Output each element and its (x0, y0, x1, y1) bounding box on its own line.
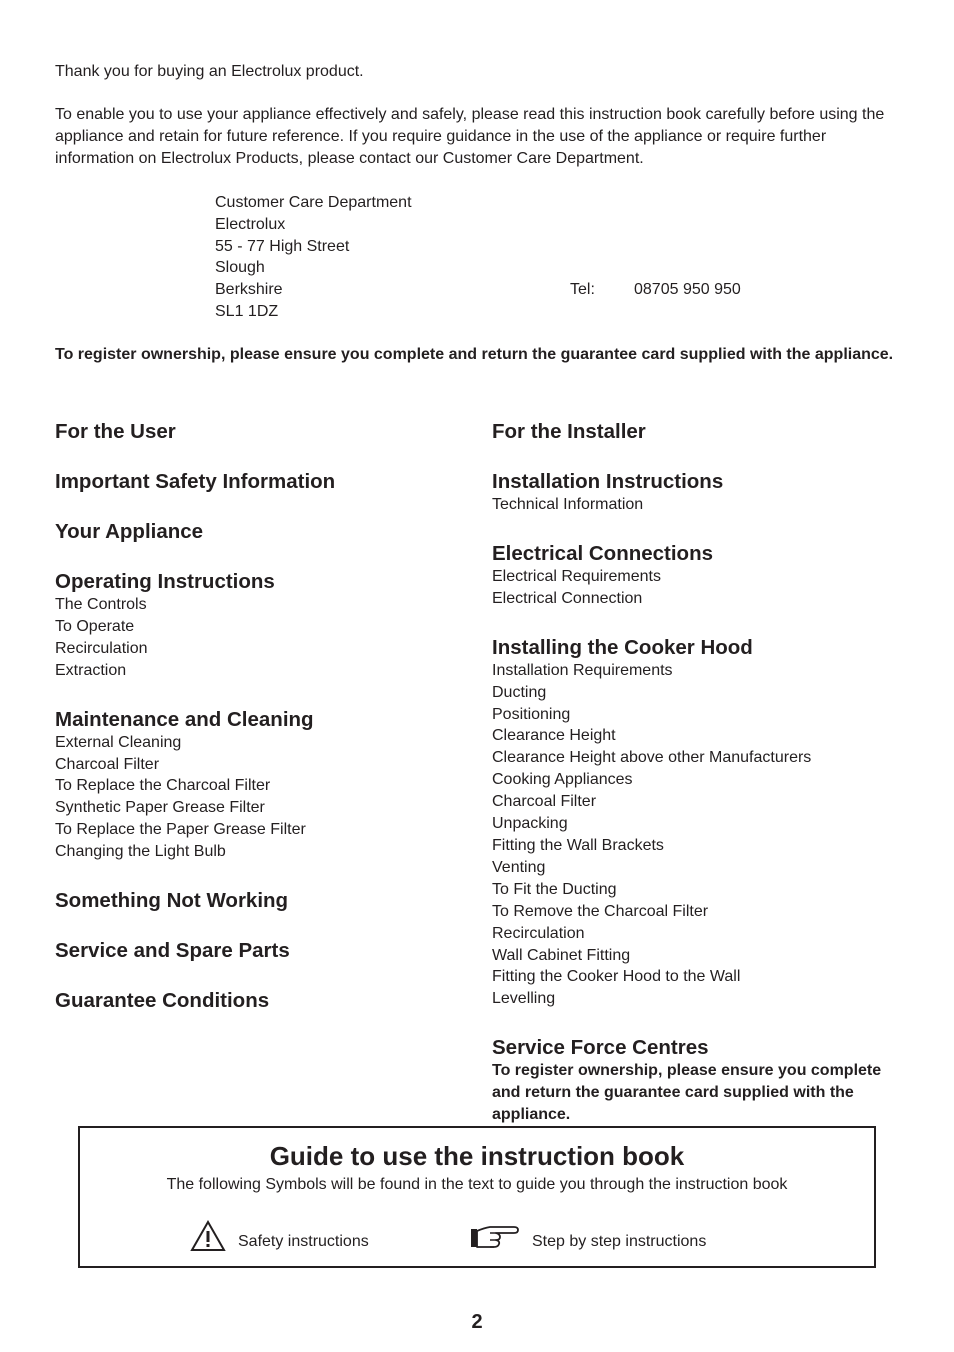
list-item: Fitting the Wall Brackets (492, 836, 664, 854)
list-item: Extraction (55, 661, 127, 679)
contents-section (492, 542, 912, 610)
list-item: Positioning (492, 705, 571, 723)
section-title: Your Appliance (55, 520, 204, 543)
list-item: To Remove the Charcoal Filter (492, 902, 709, 920)
section-title: Maintenance and Cleaning (55, 707, 314, 731)
list-item: External Cleaning (55, 733, 182, 751)
list-item: Clearance Height above other Manufacturers (492, 749, 812, 767)
register-ownership-note: To register ownership, please ensure you complete and return the guarantee card supplied with the appliance. (492, 1062, 882, 1124)
pointing-hand-icon (470, 1224, 520, 1250)
section-title: Installing the Cooker Hood (492, 635, 753, 659)
list-item: Technical Information (492, 496, 644, 513)
list-item: To Replace the Paper Grease Filter (55, 821, 306, 839)
tel-number: 08705 950 950 (634, 281, 741, 298)
list-item: Wall Cabinet Fitting (492, 946, 631, 964)
list-item: Charcoal Filter (55, 755, 160, 773)
list-item: Clearance Height (492, 727, 616, 745)
list-item: Fitting the Cooker Hood to the Wall (492, 968, 741, 986)
contents-section (492, 636, 912, 1011)
intro-paragraph: To enable you to use your appliance effectively and safely, please read this instruction book carefully before using the appliance and retain for future reference. If you require guidance in the use of the appliance or require further information on Electrolux Products, please contact our Customer Care Department. (55, 106, 885, 167)
list-item: To Operate (55, 617, 135, 635)
list-item: Electrical Connection (492, 589, 643, 607)
contents-section (55, 520, 475, 544)
contents-section (492, 1036, 912, 1126)
safety-instructions-label: Safety instructions (238, 1233, 369, 1250)
user-contents-column (55, 420, 475, 1039)
register-ownership-note: To register ownership, please ensure you complete and return the guarantee card supplied with the appliance. (55, 346, 894, 363)
contents-heading-installer (492, 420, 912, 444)
contents-section (55, 889, 475, 913)
installer-contents-column (492, 420, 912, 1152)
address-line: 55 - 77 High Street (215, 237, 350, 255)
address-line: Electrolux (215, 215, 286, 233)
thanks-text: Thank you for buying an Electrolux product. (55, 63, 364, 80)
page-number: 2 (471, 1311, 483, 1333)
tel-label: Tel: (570, 281, 595, 298)
step-by-step-instructions-label: Step by step instructions (532, 1233, 707, 1250)
symbol-guide-box (78, 1126, 876, 1268)
list-item: Charcoal Filter (492, 793, 597, 811)
guide-subtitle: The following Symbols will be found in the text to guide you through the instruction book (166, 1176, 788, 1193)
list-item: Installation Requirements (492, 661, 673, 679)
address-line: Slough (215, 259, 265, 277)
list-item: Levelling (492, 990, 556, 1008)
list-item: Electrical Requirements (492, 567, 661, 585)
list-item: Recirculation (492, 924, 585, 942)
list-item: To Replace the Charcoal Filter (55, 777, 271, 795)
list-item: Unpacking (492, 815, 568, 833)
contents-section (55, 570, 475, 682)
section-title: For the User (55, 420, 176, 443)
contents-heading-user (55, 420, 475, 444)
list-item: Recirculation (55, 639, 148, 657)
customer-care-address (215, 192, 412, 323)
section-title: Important Safety Information (55, 470, 336, 493)
contents-section (55, 989, 475, 1013)
address-line: Berkshire (215, 281, 283, 299)
contents-section (55, 470, 475, 494)
list-item: The Controls (55, 596, 147, 613)
guide-title: Guide to use the instruction book (269, 1141, 685, 1171)
section-title: For the Installer (492, 420, 646, 443)
contents-section (55, 708, 475, 863)
section-title: Electrical Connections (492, 541, 714, 565)
section-title: Service and Spare Parts (55, 939, 290, 963)
contents-section (492, 470, 912, 516)
warning-triangle-icon (190, 1220, 226, 1252)
section-title: Something Not Working (55, 889, 289, 913)
list-item: Changing the Light Bulb (55, 843, 226, 861)
section-title: Service Force Centres (492, 1036, 709, 1060)
list-item: Cooking Appliances (492, 771, 633, 789)
list-item: To Fit the Ducting (492, 880, 617, 898)
list-item: Venting (492, 858, 546, 876)
address-line: Customer Care Department (215, 194, 412, 211)
list-item: Synthetic Paper Grease Filter (55, 799, 265, 817)
list-item: Ducting (492, 683, 547, 701)
contents-section (55, 939, 475, 963)
section-title: Installation Instructions (492, 470, 724, 493)
section-title: Operating Instructions (55, 570, 275, 593)
section-title: Guarantee Conditions (55, 989, 270, 1013)
address-line: SL1 1DZ (215, 302, 279, 320)
